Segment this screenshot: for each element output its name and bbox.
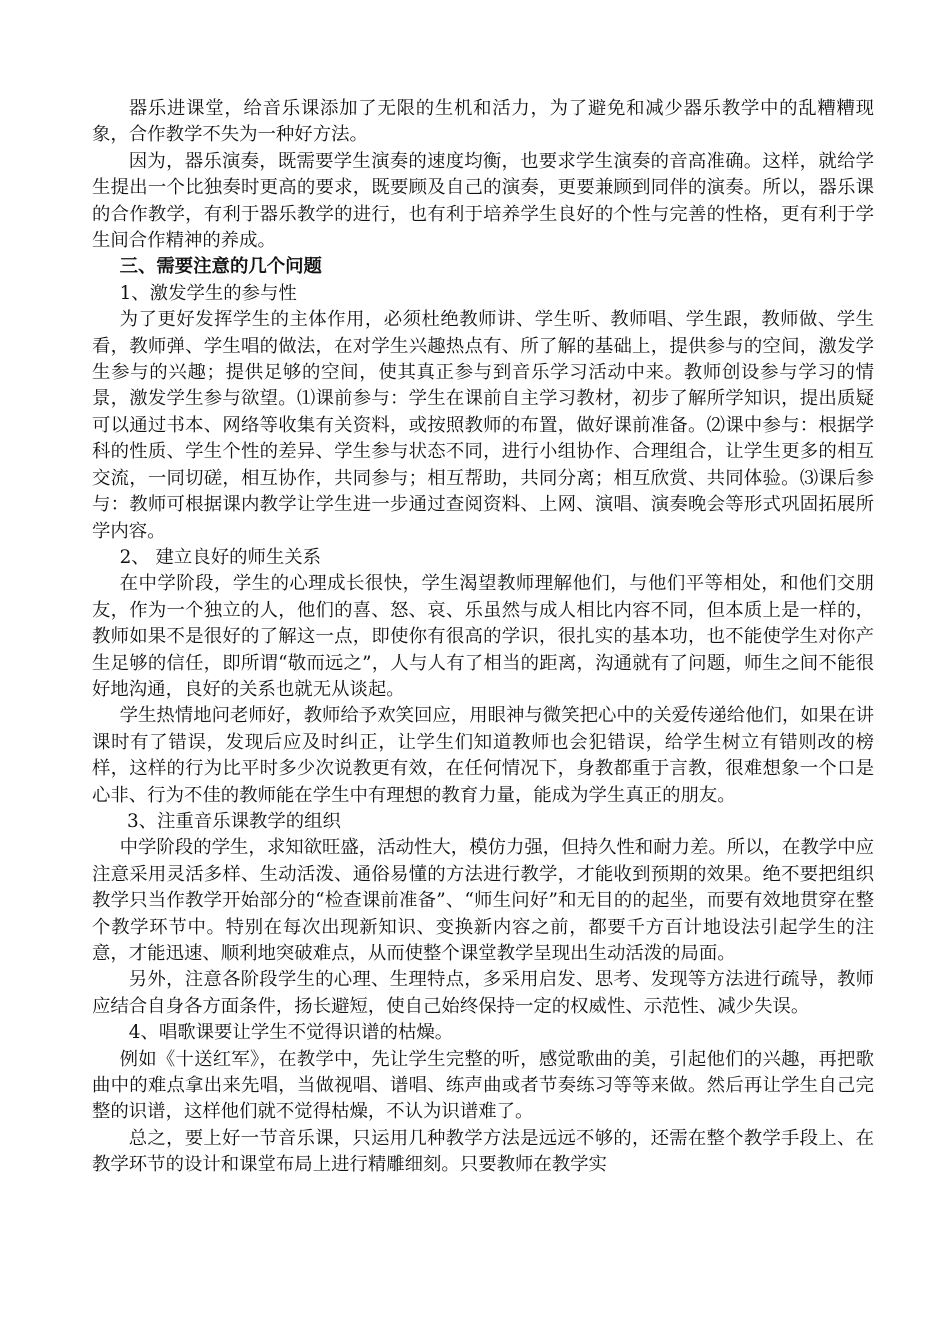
subheading-participation: 1、激发学生的参与性 — [119, 282, 297, 304]
section-heading-three: 三、需要注意的几个问题 — [119, 256, 322, 278]
paragraph-instrumental-intro: 器乐进课堂，给音乐课添加了无限的生机和活力，为了避免和减少器乐教学中的乱糟糟现象，合作教学不失为一种好方法。 — [92, 98, 874, 146]
subheading-teacher-student-relation: 2、 建立良好的师生关系 — [119, 546, 322, 568]
paragraph-conclusion: 总之，要上好一节音乐课，只运用几种教学方法是远远不够的，还需在整个教学手段上、在教学环节的设计和课堂布局上进行精雕细刻。只要教师在教学实 — [92, 1127, 874, 1176]
paragraph-participation: 为了更好发挥学生的主体作用，必须杜绝教师讲、学生听、教师唱、学生跟，教师做、学生看，教师弹、学生唱的做法，在对学生兴趣热点有、所了解的基础上，提供参与的空间，激发学生参与的兴趣；提供足够的空间，使其真正参与到音乐学习活动中来。教师创设参与学习的情景，激发学生参与欲望。⑴课前参与：学生在课前自主学习教材，初步了解所学知识，提出质疑可以通过书本、网络等收集有关资料，或按照教师的布置，做好课前准备。⑵课中参与：根据学科的性质、学生个性的差异、学生参与状态不同，进行小组协作、合理组合，让学生更多的相互交流，一同切磋，相互协作，共同参与；相互帮助，共同分离；相互欣赏、共同体验。⑶课后参与：教师可根据课内教学让学生进一步通过查阅资料、上网、演唱、演奏晚会等形式巩固拓展所学内容。 — [92, 309, 874, 542]
paragraph-instrumental-cooperation: 因为，器乐演奏，既需要学生演奏的速度均衡，也要求学生演奏的音高准确。这样，就给学生提出一个比独奏时更高的要求，既要顾及自己的演奏，更要兼顾到同伴的演奏。所以，器乐课的合作教学，有利于器乐教学的进行，也有利于培养学生良好的个性与完善的性格，更有利于学生间合作精神的养成。 — [92, 150, 874, 252]
paragraph-singing-example: 例如《十送红军》，在教学中，先让学生完整的听，感觉歌曲的美，引起他们的兴趣，再把歌曲中的难点拿出来先唱，当做视唱、谱唱、练声曲或者节奏练习等等来做。然后再让学生自己完整的识谱，这样他们就不觉得枯燥，不认为识谱难了。 — [92, 1048, 874, 1123]
subheading-class-organization: 3、注重音乐课教学的组织 — [126, 810, 341, 832]
paragraph-class-organization: 中学阶段的学生，求知欲旺盛，活动性大，模仿力强，但持久性和耐力差。所以，在教学中应注意采用灵活多样、生动活泼、通俗易懂的方法进行教学，才能收到预期的效果。绝不要把组织教学只当作教学开始部分的“检查课前准备”、“师生问好”和无目的的起坐，而要有效地贯穿在整个教学环节中。特别在每次出现新知识、变换新内容之前，都要千方百计地设法引起学生的注意，才能迅速、顺利地突破难点，从而使整个课堂教学呈现出生动活泼的局面。 — [92, 837, 874, 964]
paragraph-relation-growth: 在中学阶段，学生的心理成长很快，学生渴望教师理解他们，与他们平等相处，和他们交朋友，作为一个独立的人，他们的喜、怒、哀、乐虽然与成人相比内容不同，但本质上是一样的，教师如果不是很好的了解这一点，即使你有很高的学识，很扎实的基本功，也不能使学生对你产生足够的信任，即所谓“敬而远之”，人与人有了相当的距离，沟通就有了问题，师生之间不能很好地沟通，良好的关系也就无从谈起。 — [92, 573, 874, 700]
document-page — [92, 96, 874, 1179]
paragraph-psychology: 另外，注意各阶段学生的心理、生理特点，多采用启发、思考、发现等方法进行疏导，教师应结合自身各方面条件，扬长避短，使自己始终保持一定的权威性、示范性、减少失误。 — [92, 969, 874, 1017]
paragraph-relation-example: 学生热情地问老师好，教师给予欢笑回应，用眼神与微笑把心中的关爱传递给他们，如果在讲课时有了错误，发现后应及时纠正，让学生们知道教师也会犯错误，给学生树立有错则改的榜样，这样的行为比平时多少次说教更有效，在任何情况下，身教都重于言教，很难想象一个口是心非、行为不佳的教师能在学生中有理想的教育力量，能成为学生真正的朋友。 — [92, 705, 874, 806]
subheading-singing-notation: 4、唱歌课要让学生不觉得识谱的枯燥。 — [128, 1022, 454, 1044]
